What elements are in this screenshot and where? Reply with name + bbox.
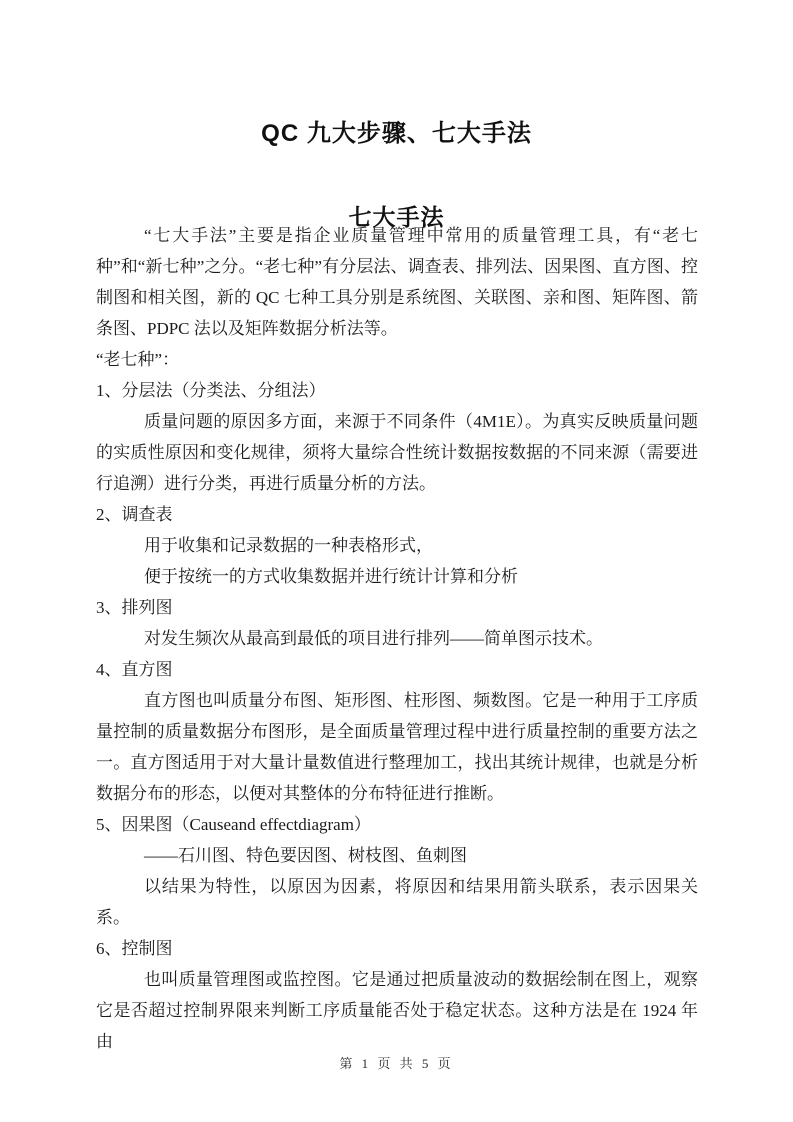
body-paragraph: 以结果为特性，以原因为因素，将原因和结果用箭头联系，表示因果关系。: [96, 877, 698, 927]
body-paragraph: 也叫质量管理图或监控图。它是通过把质量波动的数据绘制在图上，观察它是否超过控制界限来判断工序质量能否处于稳定状态。这种方法是在 1924 年由: [96, 970, 698, 1051]
body-paragraph: “七大手法”主要是指企业质量管理中常用的质量管理工具，有“老七种”和“新七种”之分。“老七种”有分层法、调查表、排列法、因果图、直方图、控制图和相关图，新的 QC 七种工具分别是系统图、关联图、亲和图、矩阵图、箭条图、PDPC 法以及矩阵数据分析法等。: [96, 226, 698, 338]
body-paragraph: 质量问题的原因多方面，来源于不同条件（4M1E）。为真实反映质量问题的实质性原因和变化规律，须将大量综合性统计数据按数据的不同来源（需要进行追溯）进行分类，再进行质量分析的方法。: [96, 412, 698, 493]
body-paragraph: 对发生频次从最高到最低的项目进行排列——简单图示技术。: [144, 629, 603, 648]
section-title: 七大手法: [348, 204, 445, 231]
document-title: QC 九大步骤、七大手法: [261, 120, 532, 148]
body-paragraph: 直方图也叫质量分布图、矩形图、柱形图、频数图。它是一种用于工序质量控制的质量数据分布图形，是全面质量管理过程中进行质量控制的重要方法之一。直方图适用于对大量计量数值进行整理加工，找出其统计规律，也就是分析数据分布的形态，以便对其整体的分布特征进行推断。: [96, 691, 698, 803]
body-paragraph: 用于收集和记录数据的一种表格形式，: [144, 536, 433, 555]
heading-paragraph: 5、因果图（Causeand effectdiagram）: [96, 815, 371, 834]
heading-paragraph: 6、控制图: [96, 939, 173, 958]
heading-paragraph: 4、直方图: [96, 660, 173, 679]
heading-paragraph: 2、调查表: [96, 505, 173, 524]
page-footer: 第 1 页 共 5 页: [339, 1056, 454, 1071]
heading-paragraph: “老七种”：: [96, 350, 180, 369]
document-body: [96, 220, 698, 1057]
heading-paragraph: 1、分层法（分类法、分组法）: [96, 381, 326, 400]
heading-paragraph: 3、排列图: [96, 598, 173, 617]
body-paragraph: ——石川图、特色要因图、树枝图、鱼刺图: [144, 846, 467, 865]
body-paragraph: 便于按统一的方式收集数据并进行统计计算和分析: [144, 567, 518, 586]
